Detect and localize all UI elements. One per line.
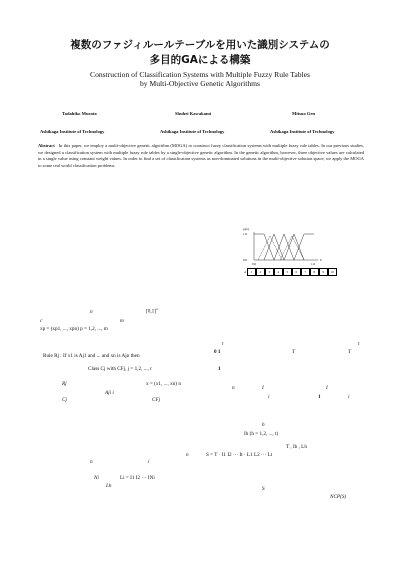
frag-rule-line1: Rule Rj : If x1 is Aj1 and ... and xn is Ajn then <box>43 353 140 359</box>
title-jp-line2: 多目的GAによる構築 <box>149 54 251 66</box>
frag-unit-square: $[0,1]^n$ <box>146 307 158 315</box>
title-jp-line1: 複数のファジィルールテーブルを用いた識別システムの <box>70 39 330 51</box>
frag-m: m <box>120 318 124 324</box>
frag-n-low2: n <box>90 459 93 465</box>
frag-NCP: NCP(S) <box>330 494 347 500</box>
author-affil-2: Ashikaga Institute of Technology <box>160 129 225 134</box>
figure-y-label: μ(x) <box>243 227 249 231</box>
title-en-line1: Construction of Classification Systems with Multiple Fuzzy Rule Tables <box>90 70 310 79</box>
antecedent-cell: 8 <box>310 268 319 276</box>
frag-one-b: 1 <box>318 394 321 400</box>
frag-T2: T <box>348 349 351 355</box>
abstract-label: Abstract <box>38 143 55 148</box>
membership-curve <box>264 234 284 260</box>
author-name-1: Tadahiko Murata <box>62 111 97 116</box>
frag-S-eq: S = T · I1 I2 ··· It · L1 L2 ··· Lt <box>206 452 273 458</box>
frag-c: c <box>40 318 43 324</box>
frag-I1: I <box>262 385 264 391</box>
frag-Aji: Aji i <box>105 390 114 396</box>
author-affil-1: Ashikaga Institute of Technology <box>40 129 105 134</box>
frag-i2: i <box>348 394 350 400</box>
antecedent-cell: 6 <box>292 268 301 276</box>
antecedent-cell-row <box>244 268 337 276</box>
title-en-line2: by Multi-Objective Genetic Algorithms <box>139 79 260 88</box>
antecedent-cell: 7 <box>301 268 310 276</box>
figure-x-var: x <box>320 258 322 262</box>
frag-i1: i <box>268 394 270 400</box>
antecedent-cell: 1 <box>247 268 256 276</box>
frag-Cj: Cj <box>62 397 67 403</box>
antecedent-cells <box>247 268 337 276</box>
author-affil-3: Ashikaga Institute of Technology <box>270 129 335 134</box>
antecedent-cell: 10 <box>328 268 337 276</box>
membership-curve <box>294 234 314 260</box>
membership-function-figure <box>234 224 330 274</box>
abstract-text: In this paper, we employ a multi-objective genetic algorithm (MOGA) to construct fuzzy classification systems with multiple fuzzy rule tables. In our previous studies, we designed a classification system with multiple fuzzy rule tables by a single-objective genetic algorithm. In the genetic algorithm, however, three objective values are calculated in a single value using constant weight values. In order to find a set of classification systems as non-dominated solutions in the multi-objective solution space, we apply the MOGA to some real world classification problems. <box>38 143 364 168</box>
frag-I2: I <box>326 385 328 391</box>
author-name-3: Mitsuo Gen <box>292 111 316 116</box>
frag-h: h <box>262 422 265 428</box>
antecedent-cell: 4 <box>274 268 283 276</box>
frag-x-vec: x = (x1, ..., xn) n <box>146 381 181 387</box>
figure-x-tick-left: 0.0 <box>252 262 257 266</box>
antecedent-row-label: A <box>244 270 247 274</box>
frag-S-low: S <box>262 486 265 492</box>
frag-i-low: i <box>148 459 150 465</box>
antecedent-cell: 9 <box>319 268 328 276</box>
frag-Ni: Ni <box>94 475 99 481</box>
frag-Ih: Ih (h = 1,2, ..., t) <box>244 431 279 437</box>
frag-zero-one: 0 1 <box>214 349 221 355</box>
membership-curve <box>258 236 282 260</box>
frag-n-mid: n <box>232 385 235 391</box>
frag-T-I-L: T , Ih , Lh <box>286 444 307 450</box>
figure-y-tick-bottom: 0.0 <box>243 258 248 262</box>
frag-n: n <box>90 309 93 315</box>
frag-T1: T <box>292 349 295 355</box>
figure-x-tick-right: 1.0 <box>311 262 316 266</box>
frag-CFj: CFj <box>152 397 161 403</box>
membership-curve <box>284 234 304 260</box>
abstract <box>38 143 364 169</box>
antecedent-cell: 3 <box>265 268 274 276</box>
author-name-2: Shuhei Kawakami <box>175 111 212 116</box>
frag-t2: t <box>358 341 360 347</box>
antecedent-cell: 5 <box>283 268 292 276</box>
frag-t1: t <box>222 341 224 347</box>
figure-y-tick-top: 1.0 <box>243 232 248 236</box>
frag-Li-eq: Li = I1 I2 ··· INi <box>120 475 155 481</box>
frag-Lh: Lh <box>106 483 112 489</box>
frag-rule-line2: Class Cj with CFj, j = 1,2, ..., r <box>88 366 152 372</box>
antecedent-cell: 2 <box>256 268 265 276</box>
frag-one: 1 <box>218 366 221 372</box>
frag-n-low: n <box>186 452 189 458</box>
frag-xp: xp = (xp1, ..., xpn) p = 1,2, ..., m <box>40 326 108 332</box>
frag-Rj: Rj <box>62 381 67 387</box>
